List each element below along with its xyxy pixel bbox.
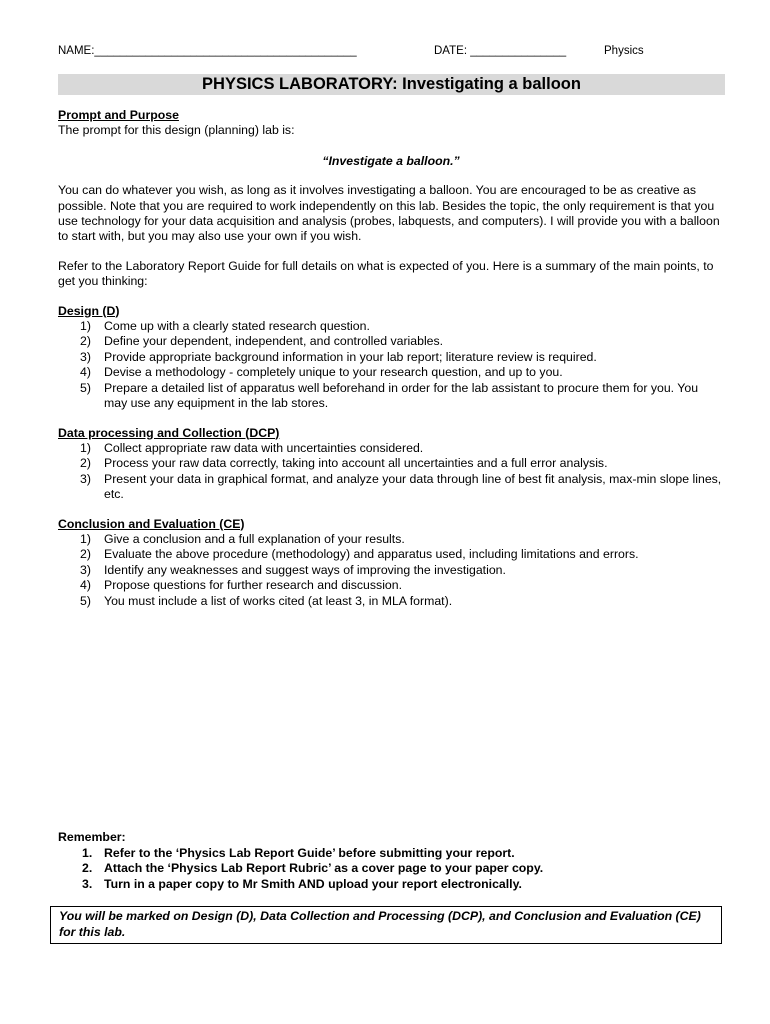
list-text: Identify any weaknesses and suggest ways of improving the investigation. (104, 562, 506, 577)
list-item (58, 381, 724, 412)
list-number: 4) (80, 365, 91, 380)
list-text: Come up with a clearly stated research question. (104, 319, 370, 334)
subject-label: Physics (604, 45, 644, 57)
remember-list (58, 846, 724, 893)
design-list (58, 319, 724, 411)
list-number: 2) (80, 456, 91, 471)
list-item (58, 563, 724, 578)
list-text: Present your data in graphical format, and analyze your data through line of best fit analysis, max-min slope lines, etc. (104, 471, 722, 502)
list-item (58, 472, 724, 503)
remember-heading: Remember: (58, 830, 126, 844)
prompt-quote: “Investigate a balloon.” (322, 153, 460, 168)
list-number: 3. (82, 876, 93, 891)
dcp-list (58, 441, 724, 503)
list-text: Process your raw data correctly, taking into account all uncertainties and a full error analysis. (104, 456, 608, 471)
marking-note-box: You will be marked on Design (D), Data Collection and Processing (DCP), and Conclusion and Evaluation (CE) for this lab. (50, 906, 722, 944)
list-text: Provide appropriate background information in your lab report; literature review is required. (104, 349, 597, 364)
list-item (58, 532, 724, 547)
list-number: 5) (80, 593, 91, 608)
document-body (58, 44, 724, 609)
list-item (58, 441, 724, 456)
list-text: Give a conclusion and a full explanation of your results. (104, 531, 405, 546)
list-item (58, 861, 724, 877)
list-item (58, 334, 724, 349)
design-heading: Design (D) (58, 303, 120, 318)
list-item (58, 456, 724, 471)
prompt-paragraph-2: Refer to the Laboratory Report Guide for full details on what is expected of you. Here is a summary of the main points, to get you thinking: (58, 258, 714, 289)
list-number: 1. (82, 845, 93, 860)
list-number: 3) (80, 562, 91, 577)
remember-section (58, 830, 724, 892)
list-text: Evaluate the above procedure (methodology) and apparatus used, including limitations and errors. (104, 547, 639, 562)
ce-list (58, 532, 724, 609)
list-item (58, 578, 724, 593)
list-item (58, 877, 724, 893)
list-item (58, 319, 724, 334)
list-number: 1) (80, 531, 91, 546)
prompt-intro: The prompt for this design (planning) lab is: (58, 123, 295, 138)
list-item (58, 594, 724, 609)
list-text: Prepare a detailed list of apparatus well beforehand in order for the lab assistant to procure them for you. You may use any equipment in the lab stores. (104, 380, 699, 411)
list-item (58, 846, 724, 862)
ce-heading: Conclusion and Evaluation (CE) (58, 516, 245, 531)
date-field: DATE: _______________ (434, 45, 567, 57)
list-text: Attach the ‘Physics Lab Report Rubric’ as a cover page to your paper copy. (104, 861, 544, 875)
list-text: Devise a methodology - completely unique to your research question, and up to you. (104, 365, 563, 380)
list-item (58, 547, 724, 562)
dcp-heading: Data processing and Collection (DCP) (58, 425, 280, 440)
prompt-paragraph-1: You can do whatever you wish, as long as it involves investigating a balloon. You are encouraged to be as creative as possible. Note that you are required to work independently on this lab. Besides the topic, the only requirement is that you use technology for your data acquisition and analysis (probes, labquests, and computers). I will provide you with a balloon to start with, but you may also use your own if you wish. (58, 183, 720, 244)
list-number: 1) (80, 440, 91, 455)
list-number: 3) (80, 349, 91, 364)
list-number: 1) (80, 319, 91, 334)
list-number: 3) (80, 471, 91, 486)
list-text: Define your dependent, independent, and controlled variables. (104, 334, 444, 349)
list-item (58, 365, 724, 380)
prompt-heading: Prompt and Purpose (58, 108, 179, 122)
list-item (58, 350, 724, 365)
header-line (58, 44, 724, 60)
list-text: You must include a list of works cited (at least 3, in MLA format). (104, 593, 453, 608)
name-field: NAME:_________________________________________ (58, 45, 357, 57)
list-number: 2) (80, 334, 91, 349)
list-number: 4) (80, 578, 91, 593)
list-text: Propose questions for further research and discussion. (104, 578, 403, 593)
list-number: 2) (80, 547, 91, 562)
list-text: Collect appropriate raw data with uncertainties considered. (104, 440, 424, 455)
page-title: PHYSICS LABORATORY: Investigating a balloon (58, 74, 725, 95)
list-number: 5) (80, 380, 91, 395)
list-text: Turn in a paper copy to Mr Smith AND upload your report electronically. (104, 876, 522, 891)
list-number: 2. (82, 861, 93, 875)
list-text: Refer to the ‘Physics Lab Report Guide’ before submitting your report. (104, 845, 515, 860)
